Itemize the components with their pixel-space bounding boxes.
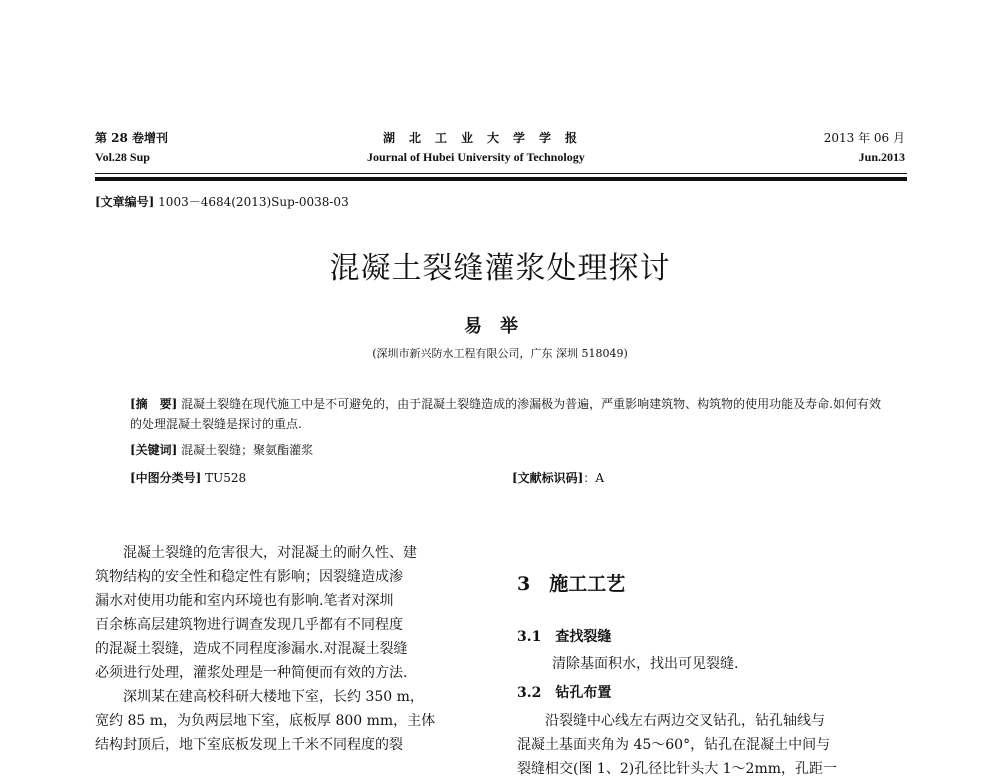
article-number-label: [文章编号]	[95, 195, 155, 209]
document-code	[512, 469, 604, 486]
section-3-2-heading: 3.2 钻孔布置	[517, 685, 612, 701]
body-line: 百余栋高层建筑物进行调查发现几乎都有不同程度	[95, 617, 403, 633]
issue-date-en: Jun.2013	[858, 150, 905, 164]
clc-value: TU528	[201, 471, 247, 485]
author-name: 易举	[464, 316, 536, 337]
body-line: 筑物结构的安全性和稳定性有影响；因裂缝造成渗	[95, 569, 403, 585]
keywords-text: 混凝土裂缝；聚氨酯灌浆	[177, 443, 314, 457]
body-line: 混凝土基面夹角为 45～60°，钻孔在混凝土中间与	[517, 737, 831, 753]
article-number-value: 1003－4684(2013)Sup-0038-03	[154, 195, 349, 209]
section-3-heading: 3 施工工艺	[517, 573, 626, 595]
body-right-column	[517, 709, 909, 776]
body-line: 宽约 85 m，为负两层地下室，底板厚 800 mm，主体	[95, 713, 436, 729]
article-number	[95, 193, 349, 210]
abstract-label: [摘 要]	[130, 397, 178, 411]
clc-label: [中图分类号]	[130, 471, 202, 485]
section-3-1-text: 清除基面积水，找出可见裂缝.	[552, 656, 739, 672]
document-code-label: [文献标识码]	[512, 471, 584, 485]
header-rule-thin	[95, 173, 907, 174]
body-line: 必须进行处理，灌浆处理是一种简便而有效的方法.	[95, 665, 408, 681]
body-left-column	[95, 541, 487, 757]
volume-cn: 第 28 卷增刊	[95, 131, 169, 145]
body-line: 混凝土裂缝的危害很大，对混凝土的耐久性、建	[95, 545, 417, 561]
body-line: 漏水对使用功能和室内环境也有影响.笔者对深圳	[95, 593, 394, 609]
abstract-text: 混凝土裂缝在现代施工中是不可避免的，由于混凝土裂缝造成的渗漏极为普遍，严重影响建筑物、构筑物的使用功能及寿命.如何有效的处理混凝土裂缝是探讨的重点.	[130, 397, 881, 431]
journal-title-en: Journal of Hubei University of Technology	[367, 150, 585, 164]
volume-en: Vol.28 Sup	[95, 150, 150, 164]
journal-title-cn: 湖北工业大学学报	[383, 131, 592, 145]
body-line: 深圳某在建高校科研大楼地下室，长约 350 m，	[95, 689, 424, 705]
clc-number	[130, 469, 246, 486]
body-line: 的混凝土裂缝，造成不同程度渗漏水.对混凝土裂缝	[95, 641, 408, 657]
body-line: 沿裂缝中心线左右两边交叉钻孔，钻孔轴线与	[517, 713, 825, 729]
document-code-value: ：A	[583, 471, 605, 485]
author-affiliation: (深圳市新兴防水工程有限公司，广东 深圳 518049)	[372, 347, 628, 360]
abstract	[130, 394, 890, 434]
body-line: 结构封顶后，地下室底板发现上千米不同程度的裂	[95, 737, 403, 753]
paper-title: 混凝土裂缝灌浆处理探讨	[329, 251, 671, 286]
issue-date-cn: 2013 年 06 月	[823, 131, 905, 145]
keywords	[130, 441, 313, 458]
body-line: 裂缝相交(图 1、2)孔径比针头大 1～2mm，孔距一	[517, 761, 838, 776]
section-3-1-heading: 3.1 查找裂缝	[517, 629, 612, 645]
keywords-label: [关键词]	[130, 443, 178, 457]
header-rule-thick	[95, 177, 907, 181]
